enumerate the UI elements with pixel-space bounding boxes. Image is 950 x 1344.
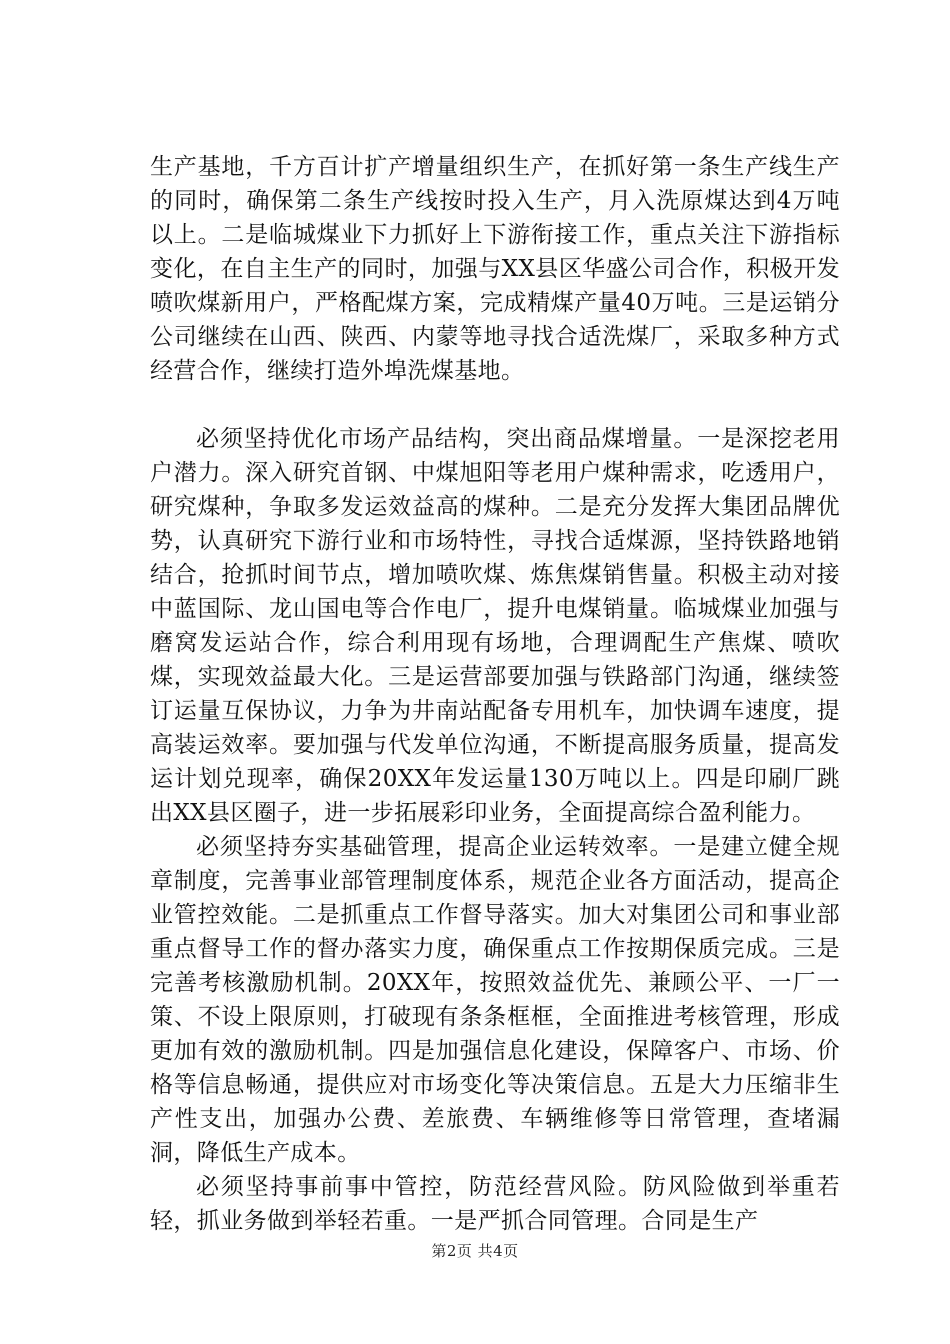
paragraph-basic-management: 必须坚持夯实基础管理，提高企业运转效率。一是建立健全规章制度，完善事业部管理制度体系，规范企业各方面活动，提高企业管控效能。二是抓重点工作督导落实。加大对集团公司和事业部重点督导工作的督办落实力度，确保重点工作按期保质完成。三是完善考核激励机制。20XX年，按照效益优先、兼顾公平、一厂一策、不设上限原则，打破现有条条框框，全面推进考核管理，形成更加有效的激励机制。四是加强信息化建设，保障客户、市场、价格等信息畅通，提供应对市场变化等决策信息。五是大力压缩非生产性支出，加强办公费、差旅费、车辆维修等日常管理，查堵漏洞，降低生产成本。 <box>150 834 840 1166</box>
paragraph-continued: 生产基地，千方百计扩产增量组织生产，在抓好第一条生产线生产的同时，确保第二条生产线按时投入生产，月入洗原煤达到4万吨以上。二是临城煤业下力抓好上下游衔接工作，重点关注下游指标变化，在自主生产的同时，加强与XX县区华盛公司合作，积极开发喷吹煤新用户，严格配煤方案，完成精煤产量40万吨。三是运销分公司继续在山西、陕西、内蒙等地寻找合适洗煤厂，采取多种方式经营合作，继续打造外埠洗煤基地。 <box>150 154 840 384</box>
paragraph-risk-control: 必须坚持事前事中管控，防范经营风险。防风险做到举重若轻，抓业务做到举轻若重。一是严抓合同管理。合同是生产 <box>150 1174 840 1234</box>
paragraph-market-structure: 必须坚持优化市场产品结构，突出商品煤增量。一是深挖老用户潜力。深入研究首钢、中煤旭阳等老用户煤种需求，吃透用户，研究煤种，争取多发运效益高的煤种。二是充分发挥大集团品牌优势，认真研究下游行业和市场特性，寻找合适煤源，坚持铁路地销结合，抢抓时间节点，增加喷吹煤、炼焦煤销售量。积极主动对接中蓝国际、龙山国电等合作电厂，提升电煤销量。临城煤业加强与磨窝发运站合作，综合利用现有场地，合理调配生产焦煤、喷吹煤，实现效益最大化。三是运营部要加强与铁路部门沟通，继续签订运量互保协议，力争为井南站配备专用机车，加快调车速度，提高装运效率。要加强与代发单位沟通，不断提高服务质量，提高发运计划兑现率，确保20XX年发运量130万吨以上。四是印刷厂跳出XX县区圈子，进一步拓展彩印业务，全面提高综合盈利能力。 <box>150 426 840 826</box>
document-body <box>150 150 840 1234</box>
paragraph-gap <box>150 388 840 422</box>
page-footer: 第2页 共4页 <box>431 1242 519 1260</box>
